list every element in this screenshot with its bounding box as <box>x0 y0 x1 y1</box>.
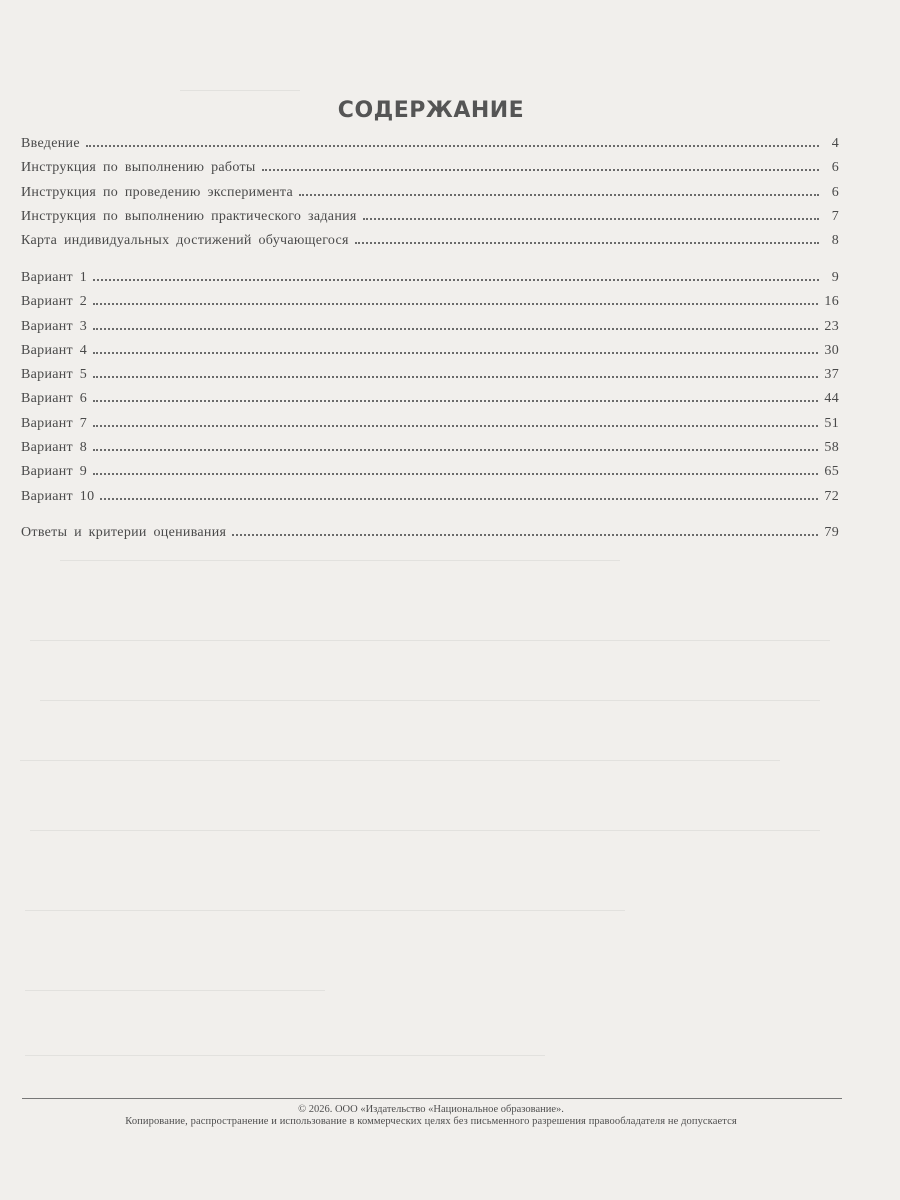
toc-entry-label: Инструкция по выполнению работы <box>21 160 256 176</box>
toc-entry-page: 16 <box>824 294 839 310</box>
dot-leader <box>363 217 819 220</box>
bleed-mark <box>30 640 830 641</box>
toc-entry-page: 9 <box>831 270 839 285</box>
toc-entry-label: Вариант 8 <box>21 440 88 456</box>
dot-leader <box>93 448 818 451</box>
toc-entry-label: Вариант 5 <box>21 367 88 383</box>
toc-entry[interactable] <box>21 136 839 160</box>
dot-leader <box>93 472 818 475</box>
bleed-mark <box>25 1055 545 1056</box>
toc-entry-page: 51 <box>824 415 839 431</box>
bleed-mark <box>25 910 625 911</box>
toc-entry[interactable] <box>21 185 839 209</box>
dot-leader <box>262 168 819 171</box>
toc-entry-label: Вариант 10 <box>21 488 95 504</box>
toc-entry[interactable] <box>21 367 839 391</box>
toc-entry-label: Введение <box>21 136 80 151</box>
toc-entry-page: 23 <box>824 318 839 334</box>
toc-entry[interactable] <box>21 489 839 513</box>
bleed-mark <box>30 830 820 831</box>
bleed-mark <box>40 700 820 701</box>
toc-entry-page: 8 <box>831 233 839 249</box>
toc-entry[interactable] <box>21 464 839 488</box>
toc-entry-label: Вариант 4 <box>21 342 88 358</box>
toc-entry-label: Вариант 9 <box>21 464 88 480</box>
toc-entry[interactable] <box>21 294 839 318</box>
toc-entry-page: 7 <box>831 208 839 224</box>
toc-entry-page: 72 <box>824 488 839 504</box>
toc-entry-page: 6 <box>831 160 839 176</box>
toc-entry[interactable] <box>21 319 839 343</box>
toc-entry[interactable] <box>21 209 839 233</box>
toc-back-matter <box>21 525 839 549</box>
footer-divider <box>22 1098 842 1099</box>
toc-entry-label: Вариант 6 <box>21 391 88 407</box>
bleed-mark <box>20 760 780 761</box>
toc-entry[interactable] <box>21 160 839 184</box>
toc-entry-page: 65 <box>824 464 839 480</box>
toc-entry-label: Вариант 3 <box>21 318 88 334</box>
toc-entry-page: 79 <box>824 525 839 540</box>
toc-entry-page: 30 <box>824 342 839 358</box>
toc-entry[interactable] <box>21 233 839 257</box>
page-title: СОДЕРЖАНИЕ <box>337 98 525 123</box>
dot-leader <box>355 241 819 244</box>
dot-leader <box>100 497 818 500</box>
dot-leader <box>299 193 819 196</box>
toc-entry[interactable] <box>21 416 839 440</box>
footer-copyright: © 2026. ООО «Издательство «Национальное образование». <box>298 1104 564 1115</box>
dot-leader <box>93 375 818 378</box>
toc-entry-page: 6 <box>831 184 839 200</box>
toc-entry[interactable] <box>21 343 839 367</box>
toc-entry[interactable] <box>21 270 839 294</box>
toc-entry-label: Вариант 1 <box>21 270 88 285</box>
bleed-mark <box>60 560 620 561</box>
footer-notice: Копирование, распространение и использование в коммерческих целях без письменного разрешения правообладателя не допускается <box>125 1116 737 1127</box>
toc-entry-page: 58 <box>824 440 839 456</box>
toc-entry-label: Вариант 2 <box>21 294 88 310</box>
toc-entry-label: Карта индивидуальных достижений обучающегося <box>21 233 349 249</box>
dot-leader <box>93 351 818 354</box>
toc-entry-label: Инструкция по выполнению практического задания <box>21 208 357 224</box>
dot-leader <box>93 399 818 402</box>
toc-entry-page: 44 <box>824 391 839 407</box>
dot-leader <box>86 144 819 147</box>
dot-leader <box>93 327 818 330</box>
dot-leader <box>232 533 818 536</box>
toc-entry-label: Ответы и критерии оценивания <box>21 525 227 540</box>
dot-leader <box>93 302 818 305</box>
toc-entry-page: 4 <box>831 136 839 151</box>
bleed-mark <box>180 90 300 91</box>
bleed-mark <box>25 990 325 991</box>
toc-entry-label: Вариант 7 <box>21 415 88 431</box>
dot-leader <box>93 424 818 427</box>
toc-entry-label: Инструкция по проведению эксперимента <box>21 184 294 200</box>
toc-variants <box>21 270 839 513</box>
toc-entry-page: 37 <box>824 367 839 383</box>
toc-front-matter <box>21 136 839 257</box>
dot-leader <box>93 278 819 281</box>
toc-entry[interactable] <box>21 525 839 549</box>
toc-entry[interactable] <box>21 440 839 464</box>
toc-entry[interactable] <box>21 391 839 415</box>
